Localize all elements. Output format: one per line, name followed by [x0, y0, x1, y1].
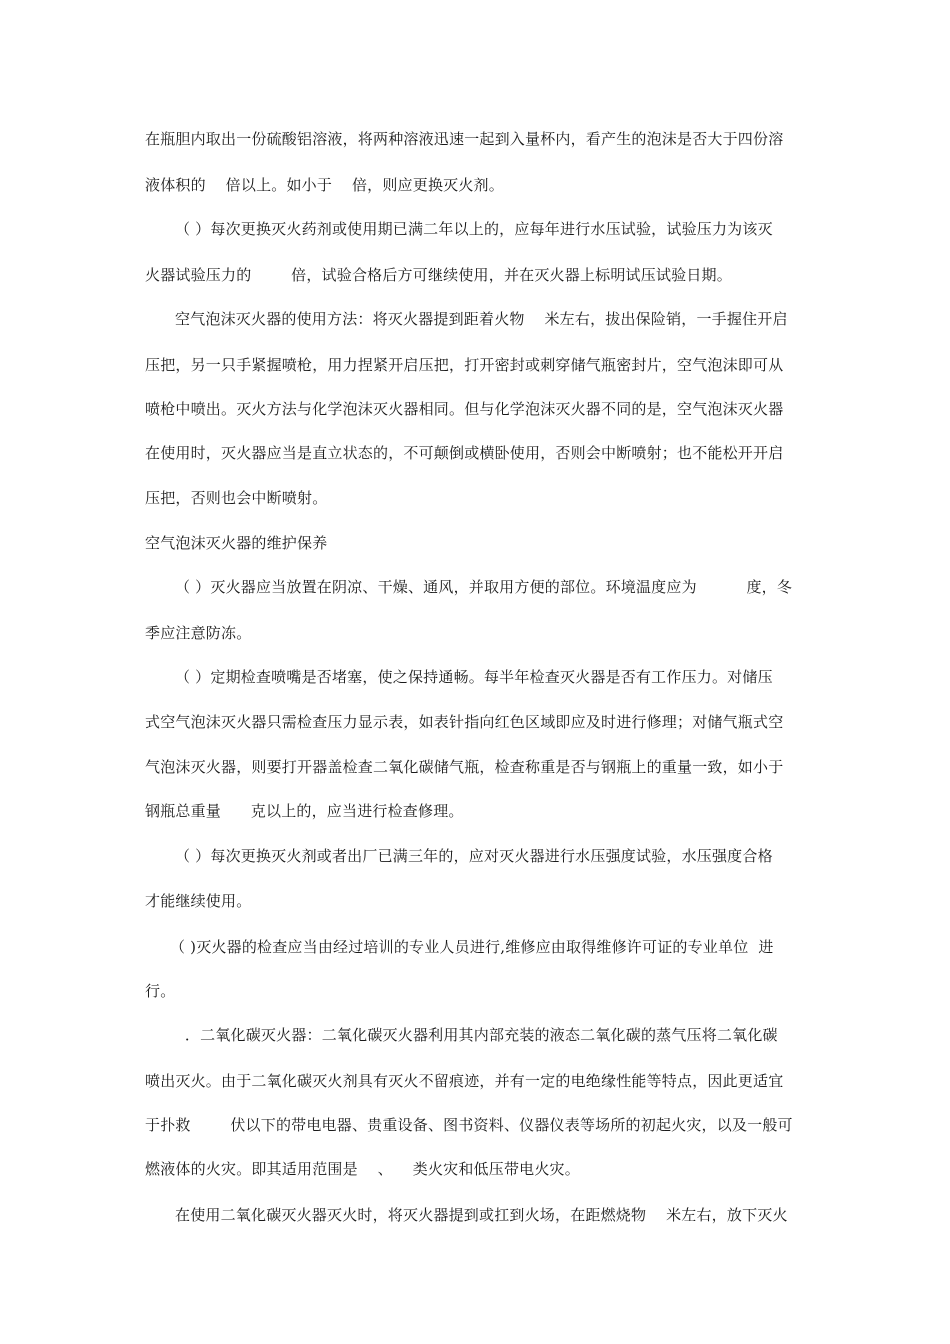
text-line: （ ）定期检查喷嘴是否堵塞，使之保持通畅。每半年检查灭火器是否有工作压力。对储压: [175, 668, 773, 686]
text-line: （ )灭火器的检查应当由经过培训的专业人员进行,维修应由取得维修许可证的专业单位 进: [170, 938, 774, 956]
text-line: 行。: [145, 982, 176, 1000]
text-line: 在使用二氧化碳灭火器灭火时，将灭火器提到或扛到火场，在距燃烧物 米左右，放下灭火: [175, 1206, 788, 1224]
text-line: 火器试验压力的 倍，试验合格后方可继续使用，并在灭火器上标明试压试验日期。: [145, 266, 732, 284]
text-line: 压把，另一只手紧握喷枪，用力捏紧开启压把，打开密封或刺穿储气瓶密封片，空气泡沫即可从: [145, 356, 784, 374]
text-line: 于扑救 伏以下的带电电器、贵重设备、图书资料、仪器仪表等场所的初起火灾，以及一般可: [145, 1116, 793, 1134]
text-line: 式空气泡沫灭火器只需检查压力显示表，如表针指向红色区域即应及时进行修理；对储气瓶式空: [145, 713, 784, 731]
text-line: 空气泡沫灭火器的使用方法：将灭火器提到距着火物 米左右，拔出保险销，一手握住开启: [175, 310, 788, 328]
text-line: 液体积的 倍以上。如小于 倍，则应更换灭火剂。: [145, 176, 504, 194]
text-line: 在瓶胆内取出一份硫酸铝溶液，将两种溶液迅速一起到入量杯内，看产生的泡沫是否大于四份溶: [145, 130, 784, 148]
text-line: ．二氧化碳灭火器：二氧化碳灭火器利用其内部充装的液态二氧化碳的蒸气压将二氧化碳: [175, 1026, 778, 1044]
text-line: （ ）灭火器应当放置在阴凉、干燥、通风，并取用方便的部位。环境温度应为 度，冬: [175, 578, 793, 596]
text-line: 压把，否则也会中断喷射。: [145, 489, 328, 507]
text-line: 在使用时，灭火器应当是直立状态的，不可颠倒或横卧使用，否则会中断喷射；也不能松开开启: [145, 444, 784, 462]
text-line: 喷枪中喷出。灭火方法与化学泡沫灭火器相同。但与化学泡沫灭火器不同的是，空气泡沫灭火器: [145, 400, 784, 418]
section-heading: 空气泡沫灭火器的维护保养: [145, 534, 328, 552]
text-line: 钢瓶总重量 克以上的，应当进行检查修理。: [145, 802, 464, 820]
text-line: 气泡沫灭火器，则要打开器盖检查二氧化碳储气瓶，检查称重是否与钢瓶上的重量一致，如小于: [145, 758, 784, 776]
text-line: 季应注意防冻。: [145, 624, 252, 642]
text-line: （ ）每次更换灭火药剂或使用期已满二年以上的，应每年进行水压试验，试验压力为该灭: [175, 220, 773, 238]
text-line: 燃液体的火灾。即其适用范围是 、 类火灾和低压带电火灾。: [145, 1160, 580, 1178]
text-line: 才能继续使用。: [145, 892, 252, 910]
text-line: 喷出灭火。由于二氧化碳灭火剂具有灭火不留痕迹，并有一定的电绝缘性能等特点，因此更适宜: [145, 1072, 784, 1090]
text-line: （ ）每次更换灭火剂或者出厂已满三年的，应对灭火器进行水压强度试验，水压强度合格: [175, 847, 773, 865]
